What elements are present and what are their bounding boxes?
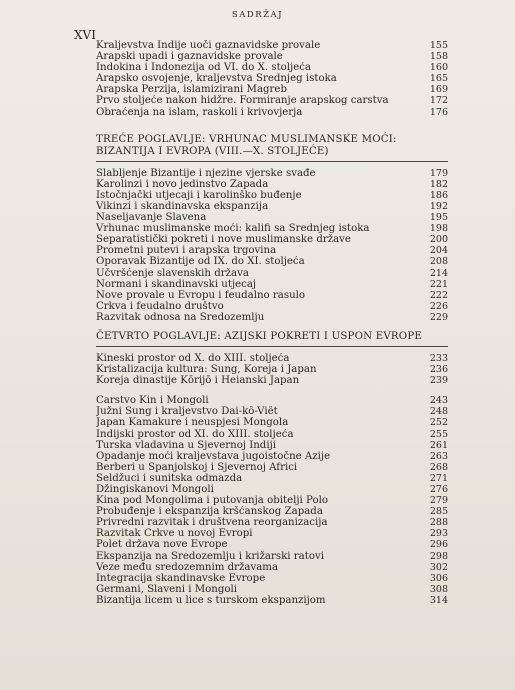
toc-entry-title: Kina pod Mongolima i putovanja obitelji Polo [96, 495, 329, 507]
toc-entry-page: 158 [429, 51, 448, 63]
toc-entry-page: 288 [429, 517, 448, 529]
toc-entry [96, 212, 448, 223]
toc-entry [96, 312, 448, 323]
chapter-3-rule [96, 161, 448, 162]
toc-entry [96, 245, 448, 256]
toc-entry-title: Probuđenje i ekspanzija kršćanskog Zapada [96, 506, 323, 518]
toc-entry [96, 107, 448, 118]
toc-entry-page: 221 [429, 278, 448, 290]
toc-entry-page: 233 [429, 352, 448, 364]
toc-entry-page: 243 [429, 395, 448, 407]
toc-entry [96, 290, 448, 301]
toc-entry-title: Indijski prostor od XI. do XIII. stoljeća [96, 428, 294, 440]
chapter-4-heading [96, 331, 448, 343]
toc-entry [96, 234, 448, 245]
toc-entry-title: Razvitak odnosa na Sredozemlju [96, 311, 265, 323]
toc-entry-title: Kristalizacija kultura: Sung, Koreja i Japan [96, 364, 317, 376]
toc-entry [96, 40, 448, 51]
toc-entry [96, 506, 448, 517]
toc-entry-title: Slabljenje Bizantije i njezine vjerske svađe [96, 167, 316, 179]
toc-entry-page: 308 [429, 583, 448, 595]
toc-entry-page: 248 [429, 406, 448, 418]
toc-entry-title: Vrhunac muslimanske moći: kalifi sa Srednjeg istoka [96, 223, 370, 235]
toc-entry-page: 279 [429, 495, 448, 507]
toc-entry [96, 256, 448, 267]
toc-entry-page: 179 [429, 167, 448, 179]
toc-entry-title: Polet država nove Evrope [96, 539, 228, 551]
toc-entry-page: 182 [429, 178, 448, 190]
toc-entry [96, 84, 448, 95]
toc-entry [96, 406, 448, 417]
toc-entry [96, 584, 448, 595]
toc-entry-title: Arapska Perzija, islamizirani Magreb [96, 84, 287, 96]
toc-entry [96, 517, 448, 528]
toc-entry-page: 285 [429, 506, 448, 518]
toc-entry-page: 186 [429, 189, 448, 201]
toc-entry-title: Prvo stoljeće nakon hidžre. Formiranje arapskog carstva [96, 95, 389, 107]
toc-entry-page: 165 [429, 73, 448, 85]
toc-entry-page: 160 [429, 62, 448, 74]
toc-entry-page: 172 [429, 95, 448, 107]
toc-entry-page: 302 [429, 561, 448, 573]
toc-entry-title: Južni Sung i kraljevstvo Dai-kô-Viêt [96, 406, 278, 418]
toc-entry-page: 236 [429, 364, 448, 376]
table-of-contents [96, 40, 448, 606]
toc-entry-page: 176 [429, 106, 448, 118]
toc-entry-title: Razvitak Crkve u novoj Evropi [96, 528, 253, 540]
toc-entry-page: 239 [429, 375, 448, 387]
toc-entry-page: 226 [429, 300, 448, 312]
toc-entry-page: 204 [429, 245, 448, 257]
toc-entry [96, 495, 448, 506]
toc-entry-title: Privredni razvitak i društvena reorganizacija [96, 517, 328, 529]
toc-entry [96, 395, 448, 406]
toc-entry-page: 200 [429, 234, 448, 246]
toc-entry [96, 484, 448, 495]
toc-entry-title: Germani, Slaveni i Mongoli [96, 583, 238, 595]
toc-entry-page: 298 [429, 550, 448, 562]
toc-entry-title: Crkva i feudalno društvo [96, 300, 224, 312]
toc-entry [96, 462, 448, 473]
toc-entry-title: Seldžuci i sunitska odmazda [96, 472, 243, 484]
toc-entry [96, 528, 448, 539]
toc-entry-title: Turska vladavina u Sjevernoj Indiji [96, 439, 277, 451]
chapter-3-heading [96, 134, 448, 158]
toc-entry [96, 573, 448, 584]
toc-entry-page: 252 [429, 417, 448, 429]
toc-entry-title: Oporavak Bizantije od IX. do XI. stoljeća [96, 256, 305, 268]
chapter-3-title-line-1: TREĆE POGLAVLJE: VRHUNAC MUSLIMANSKE MOĆI: [96, 133, 397, 145]
toc-entry [96, 551, 448, 562]
toc-entry [96, 440, 448, 451]
toc-entry [96, 201, 448, 212]
toc-entry-page: 192 [429, 200, 448, 212]
toc-entry-page: 261 [429, 439, 448, 451]
toc-entry [96, 562, 448, 573]
toc-entry [96, 417, 448, 428]
toc-entry-title: Istočnjački utjecaji i karolinško buđenje [96, 189, 302, 201]
toc-entry-title: Indokina i Indonezija od VI. do X. stoljeća [96, 62, 312, 74]
toc-entry-title: Normani i skandinavski utjecaj [96, 278, 257, 290]
toc-entry [96, 62, 448, 73]
toc-entry-title: Prometni putevi i arapska trgovina [96, 245, 277, 257]
toc-entry-page: 208 [429, 256, 448, 268]
toc-entry-title: Integracija skandinavske Evrope [96, 572, 266, 584]
toc-entry [96, 539, 448, 550]
toc-entry [96, 95, 448, 106]
page-number-roman: XVI [74, 28, 96, 42]
toc-entry-title: Ekspanzija na Sredozemlju i križarski ratovi [96, 550, 324, 562]
toc-entry-page: 222 [429, 289, 448, 301]
toc-entry [96, 168, 448, 179]
toc-entry-page: 268 [429, 461, 448, 473]
toc-entry-title: Berberi u Španjolskoj i Sjevernoj Africi [96, 461, 298, 473]
toc-entry-page: 195 [429, 212, 448, 224]
chapter-4-rule [96, 346, 448, 347]
toc-entry-title: Učvršćenje slavenskih država [96, 267, 249, 279]
toc-entry-title: Vikinzi i skandinavska ekspanzija [96, 200, 269, 212]
toc-entry [96, 595, 448, 606]
toc-entry-page: 276 [429, 484, 448, 495]
toc-entry-page: 169 [429, 84, 448, 96]
running-header: SADRŽAJ [231, 10, 284, 20]
toc-entry-title: Naseljavanje Slavena [96, 212, 207, 224]
chapter-4-list [96, 353, 448, 606]
toc-entry-title: Karolinzi i novo jedinstvo Zapada [96, 178, 269, 190]
toc-entry-title: Kineski prostor od X. do XIII. stoljeća [96, 352, 290, 364]
toc-entry [96, 451, 448, 462]
toc-entry-title: Japan Kamakure i neuspjesi Mongola [96, 417, 289, 429]
toc-entry-title: Arapsko osvojenje, kraljevstva Srednjeg istoka [96, 73, 337, 85]
toc-entry [96, 364, 448, 375]
chapter-4-title-line-1: ČETVRTO POGLAVLJE: AZIJSKI POKRETI I USPON EVROPE [96, 330, 423, 342]
toc-entry-page: 293 [429, 528, 448, 540]
toc-entry-title: Opadanje moći kraljevstava jugoistočne Azije [96, 450, 331, 462]
toc-entry-title: Carstvo Kin i Mongoli [96, 395, 209, 407]
toc-entry-title: Džingiskanovi Mongoli [96, 484, 214, 495]
toc-entry [96, 353, 448, 364]
chapter-3-title-line-2: BIZANTIJA I EVROPA (VIII.—X. STOLJEĆE) [96, 145, 329, 157]
toc-entry-page: 214 [429, 267, 448, 279]
toc-entry [96, 179, 448, 190]
toc-entry-page: 198 [429, 223, 448, 235]
toc-entry-title: Arapski upadi i gaznavidske provale [96, 51, 283, 63]
toc-entry-title: Nove provale u Evropu i feudalno rasulo [96, 289, 306, 301]
toc-entry-page: 229 [429, 311, 448, 323]
toc-entry [96, 279, 448, 290]
toc-entry [96, 473, 448, 484]
toc-entry-page: 296 [429, 539, 448, 551]
toc-entry [96, 190, 448, 201]
toc-entry [96, 375, 448, 386]
toc-entry-page: 306 [429, 572, 448, 584]
toc-entry-page: 314 [429, 594, 448, 606]
toc-entry [96, 73, 448, 84]
toc-entry-title: Veze među sredozemnim državama [96, 561, 279, 573]
toc-entry-title: Koreja dinastije Kōrijō i Heianski Japan [96, 375, 300, 387]
toc-entry-page: 155 [429, 40, 448, 51]
toc-entry-page: 255 [429, 428, 448, 440]
toc-entry [96, 268, 448, 279]
toc-entry [96, 301, 448, 312]
toc-entry-page: 263 [429, 450, 448, 462]
toc-entry-page: 271 [429, 472, 448, 484]
previous-section-list [96, 40, 448, 118]
toc-entry [96, 223, 448, 234]
toc-entry-title: Separatistički pokreti i nove muslimanske države [96, 234, 351, 246]
toc-entry-title: Obraćenja na islam, raskoli i krivovjerja [96, 106, 303, 118]
group-gap [96, 386, 448, 395]
toc-entry-title: Bizantija licem u lice s turskom ekspanzijom [96, 594, 326, 606]
toc-entry [96, 429, 448, 440]
chapter-3-list [96, 168, 448, 323]
toc-entry-title: Kraljevstva Indije uoči gaznavidske provale [96, 40, 321, 51]
toc-entry [96, 51, 448, 62]
